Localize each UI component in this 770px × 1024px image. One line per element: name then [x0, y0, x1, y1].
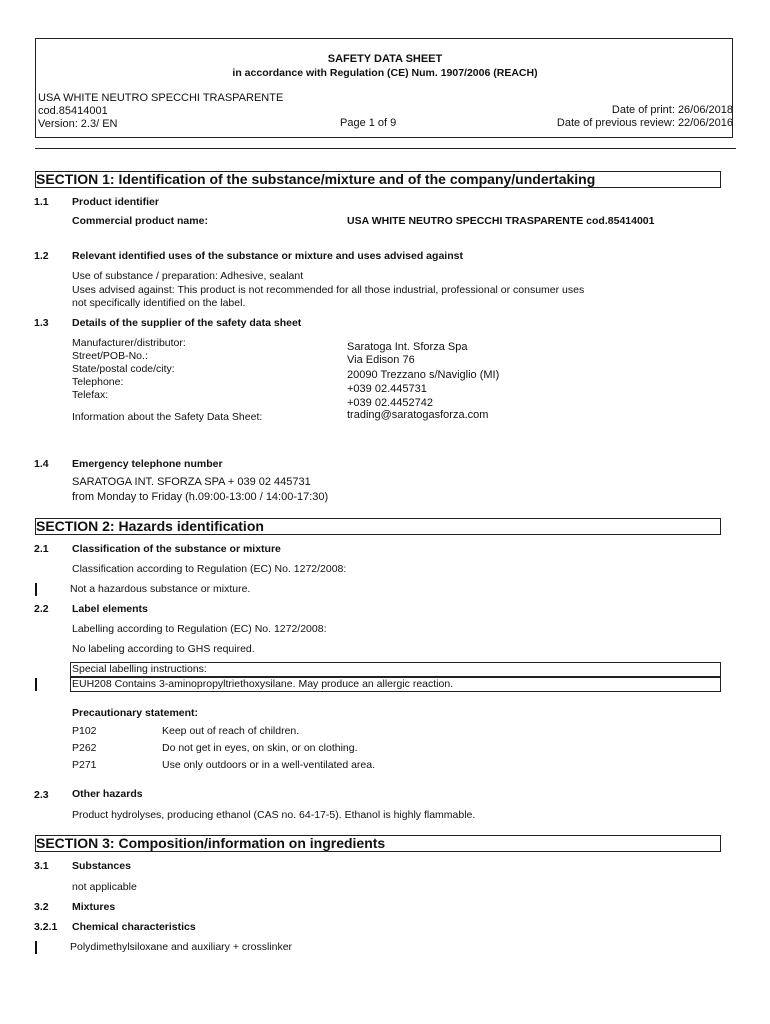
subsection-heading: Classification of the substance or mixture [72, 543, 281, 555]
emergency-hours: from Monday to Friday (h.09:00-13:00 / 14:00-17:30) [72, 491, 329, 503]
commercial-name-label: Commercial product name: [72, 215, 208, 227]
section-2-title: SECTION 2: Hazards identification [36, 518, 264, 534]
section-2-header [35, 518, 721, 535]
section-1-header [35, 171, 721, 188]
page-number: Page 1 of 9 [340, 117, 397, 129]
subsection-heading: Product identifier [72, 196, 159, 208]
special-labelling-box [70, 662, 721, 677]
subsection-heading: Relevant identified uses of the substance or mixture and uses advised against [72, 250, 463, 262]
supplier-label: Manufacturer/distributor: [72, 337, 186, 349]
subsection-heading: Substances [72, 860, 131, 872]
substances-text: not applicable [72, 881, 137, 893]
emergency-line: SARATOGA INT. SFORZA SPA + 039 02 445731 [72, 476, 311, 488]
document-subtitle: in accordance with Regulation (CE) Num. 1907/2006 (REACH) [232, 67, 538, 79]
precaution-text: Use only outdoors or in a well-ventilated area. [162, 759, 376, 771]
document-title: SAFETY DATA SHEET [327, 53, 443, 65]
precaution-text: Keep out of reach of children. [162, 725, 300, 737]
labelling-line: No labeling according to GHS required. [72, 643, 255, 655]
sds-info-email[interactable]: trading@saratogasforza.com [347, 409, 489, 421]
supplier-label: Street/POB-No.: [72, 350, 148, 362]
commercial-name-value: USA WHITE NEUTRO SPECCHI TRASPARENTE cod.85414001 [347, 215, 655, 227]
document-version: Version: 2.3/ EN [38, 118, 118, 130]
print-date: Date of print: 26/06/2018 [611, 104, 733, 116]
section-num: 1.3 [34, 317, 49, 329]
use-line: Uses advised against: This product is not recommended for all those industrial, professional or consumer uses [72, 284, 585, 296]
special-labelling-text: EUH208 Contains 3-aminopropyltriethoxysilane. May produce an allergic reaction. [72, 678, 454, 690]
supplier-value: +039 02.4452742 [347, 397, 433, 409]
section-num: 3.2.1 [34, 921, 58, 933]
precautionary-heading: Precautionary statement: [72, 707, 199, 719]
section-num: 2.3 [34, 789, 49, 801]
section-1-title: SECTION 1: Identification of the substance/mixture and of the company/undertaking [36, 171, 596, 187]
sds-info-label: Information about the Safety Data Sheet: [72, 411, 263, 423]
subsection-heading: Mixtures [72, 901, 116, 913]
supplier-value: Via Edison 76 [347, 354, 415, 366]
product-code: cod.85414001 [38, 105, 108, 117]
revision-marker [35, 678, 37, 691]
special-labelling-box [70, 677, 721, 692]
section-num: 2.2 [34, 603, 49, 615]
section-num: 3.2 [34, 901, 49, 913]
labelling-line: Labelling according to Regulation (EC) No. 1272/2008: [72, 623, 327, 635]
section-3-title: SECTION 3: Composition/information on ingredients [36, 835, 386, 851]
product-name: USA WHITE NEUTRO SPECCHI TRASPARENTE [38, 92, 284, 104]
section-num: 1.4 [34, 458, 49, 470]
subsection-heading: Details of the supplier of the safety data sheet [72, 317, 302, 329]
section-num: 1.1 [34, 196, 49, 208]
section-num: 2.1 [34, 543, 49, 555]
precaution-code: P262 [72, 742, 97, 754]
section-num: 3.1 [34, 860, 49, 872]
other-hazards-text: Product hydrolyses, producing ethanol (CAS no. 64-17-5). Ethanol is highly flammable. [72, 809, 476, 821]
revision-marker [35, 941, 37, 954]
subsection-heading: Chemical characteristics [72, 921, 196, 933]
section-3-header [35, 835, 721, 852]
supplier-value: 20090 Trezzano s/Naviglio (MI) [347, 369, 500, 381]
precaution-code: P102 [72, 725, 97, 737]
special-labelling-heading: Special labelling instructions: [72, 663, 207, 675]
supplier-label: Telephone: [72, 376, 124, 388]
classification-line: Classification according to Regulation (EC) No. 1272/2008: [72, 563, 347, 575]
use-line: not specifically identified on the label. [72, 297, 246, 309]
supplier-label: State/postal code/city: [72, 363, 175, 375]
review-date: Date of previous review: 22/06/2016 [556, 117, 733, 129]
classification-line: Not a hazardous substance or mixture. [70, 583, 251, 595]
revision-marker [35, 583, 37, 596]
precaution-text: Do not get in eyes, on skin, or on clothing. [162, 742, 358, 754]
use-line: Use of substance / preparation: Adhesive, sealant [72, 270, 304, 282]
subsection-heading: Label elements [72, 603, 148, 615]
header-rule [35, 148, 736, 149]
chemical-characteristics-text: Polydimethylsiloxane and auxiliary + crosslinker [70, 941, 293, 953]
subsection-heading: Other hazards [72, 788, 143, 800]
section-num: 1.2 [34, 250, 49, 262]
subsection-heading: Emergency telephone number [72, 458, 223, 470]
supplier-value: Saratoga Int. Sforza Spa [347, 341, 468, 353]
supplier-value: +039 02.445731 [347, 383, 427, 395]
supplier-label: Telefax: [72, 389, 109, 401]
precaution-code: P271 [72, 759, 97, 771]
